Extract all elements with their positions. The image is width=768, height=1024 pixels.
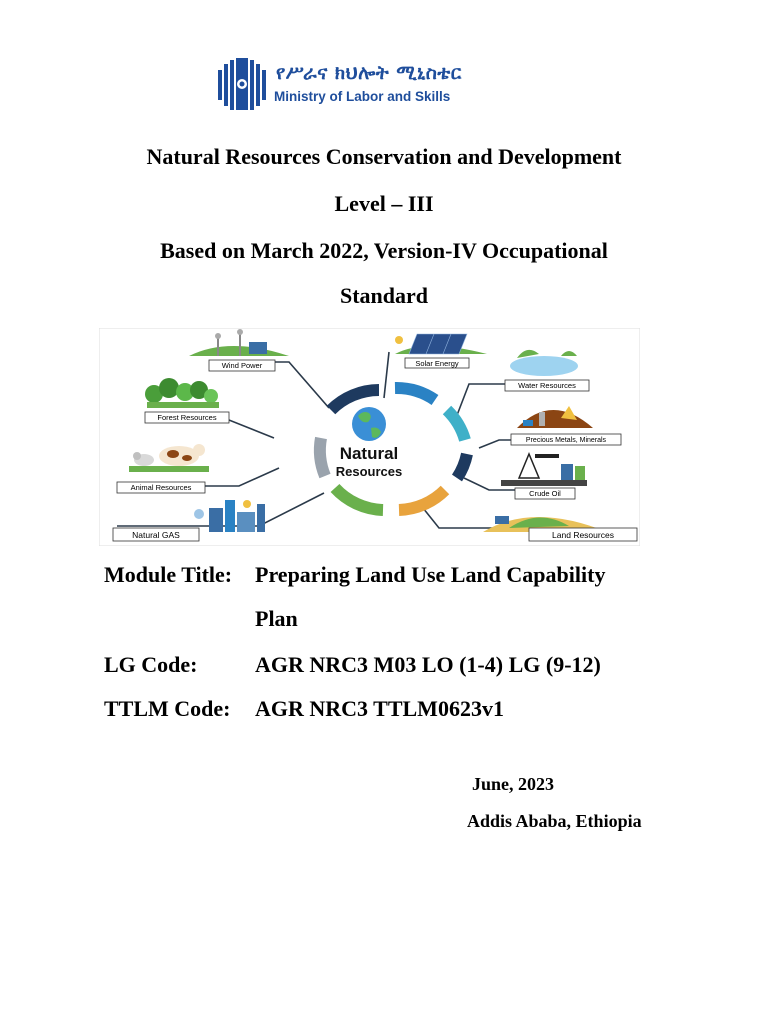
ministry-logo (218, 56, 462, 112)
module-title-label: Module Title: (104, 562, 233, 587)
logo-amharic-text: የሥራና ክህሎት ሚኒስቴር (276, 62, 462, 84)
globe-icon (352, 407, 386, 441)
label-forest-resources: Forest Resources (157, 413, 217, 422)
document-standard-line2: Standard (339, 283, 429, 308)
lg-code-label: LG Code: (104, 652, 198, 677)
label-natural-gas: Natural GAS (132, 530, 180, 540)
module-title-value-line2: Plan (255, 606, 298, 631)
label-land-resources: Land Resources (552, 530, 614, 540)
document-title: Natural Resources Conservation and Development (146, 144, 622, 169)
publication-date: June, 2023 (472, 774, 555, 794)
label-water-resources: Water Resources (518, 381, 576, 390)
ttlm-code-label: TTLM Code: (104, 696, 231, 721)
label-solar-energy: Solar Energy (415, 359, 459, 368)
module-title-value: Preparing Land Use Land Capability (255, 562, 606, 587)
label-wind-power: Wind Power (221, 361, 263, 370)
ttlm-code-value: AGR NRC3 TTLM0623v1 (255, 696, 504, 721)
document-level: Level – III (334, 191, 434, 216)
logo-english-text: Ministry of Labor and Skills (274, 89, 451, 104)
banner-center-line2: Resources (335, 464, 403, 479)
document-standard-line1: Based on March 2022, Version-IV Occupational (160, 238, 608, 263)
label-crude-oil: Crude Oil (529, 489, 561, 498)
lg-code-value: AGR NRC3 M03 LO (1-4) LG (9-12) (255, 652, 601, 677)
publication-place: Addis Ababa, Ethiopia (467, 811, 642, 831)
natural-resources-illustration (99, 328, 640, 546)
label-animal-resources: Animal Resources (130, 483, 192, 492)
banner-center-line1: Natural (339, 444, 399, 463)
ministry-emblem-icon (218, 56, 268, 112)
label-precious-metals-minerals: Precious Metals, Minerals (525, 437, 607, 444)
